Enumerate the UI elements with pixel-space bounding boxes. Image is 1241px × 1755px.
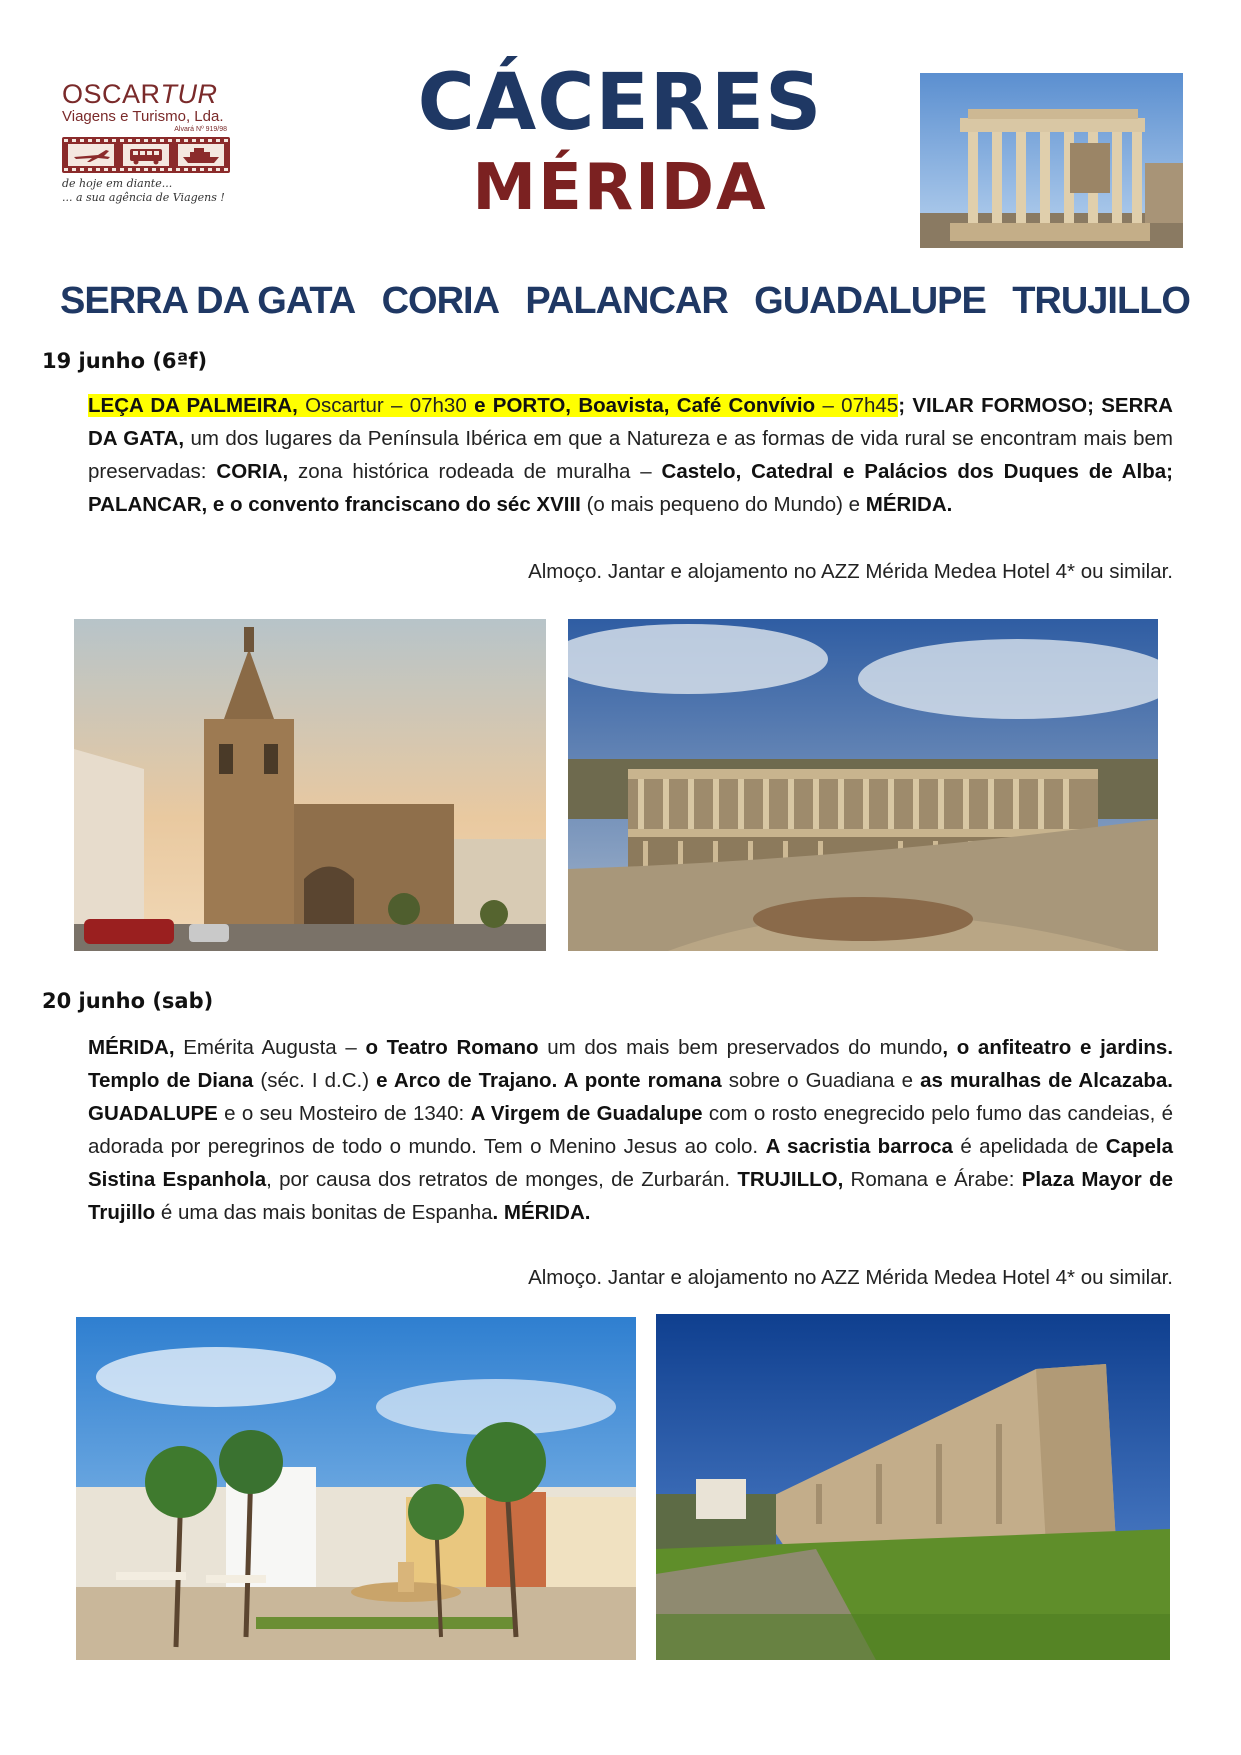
- text-segment: (séc. I d.C.): [253, 1069, 377, 1092]
- text-segment: , o anfiteatro e jardins. Templo de Diana: [88, 1036, 1174, 1092]
- text-segment: – 07h45: [815, 394, 899, 417]
- text-segment: TRUJILLO,: [737, 1168, 844, 1191]
- text-segment: MÉRIDA,: [88, 1036, 175, 1059]
- bus-icon: [123, 144, 169, 166]
- text-segment: MÉRIDA.: [865, 493, 953, 516]
- text-segment: o Teatro Romano: [365, 1036, 539, 1059]
- plaza-espana-merida-photo: [76, 1317, 636, 1660]
- text-segment: LEÇA DA PALMEIRA,: [88, 394, 298, 417]
- title-caceres: CÁCERES: [417, 58, 823, 148]
- text-segment: zona histórica rodeada de muralha –: [288, 460, 662, 483]
- text-segment: CORIA,: [216, 460, 289, 483]
- text-segment: Emérita Augusta –: [174, 1036, 366, 1059]
- text-segment: Oscartur – 07h30: [297, 394, 475, 417]
- plane-icon: [68, 144, 114, 166]
- text-segment: com o rosto enegrecido pelo fumo das candeias, é adorada por peregrinos de todo o mundo. Tem o Menino Jesus ao colo.: [88, 1102, 1173, 1158]
- text-segment: um dos lugares da Península Ibérica em que a Natureza e as formas de vida rural se encontram mais bem preservadas:: [88, 427, 1173, 483]
- logo-film-strip: [62, 137, 230, 173]
- day2-description: [88, 1031, 1173, 1229]
- logo-brand: OSCARTUR: [62, 79, 218, 109]
- places-list: [60, 280, 1190, 330]
- company-logo: [62, 80, 232, 230]
- logo-registration: Alvará Nº 919/98: [174, 126, 227, 133]
- ship-icon: [178, 144, 224, 166]
- text-segment: Plaza Mayor de Trujillo: [88, 1168, 1173, 1224]
- text-segment: Capela Sistina Espanhola: [88, 1135, 1173, 1191]
- text-segment: A Virgem de Guadalupe: [470, 1102, 703, 1125]
- text-segment: (o mais pequeno do Mundo) e: [580, 493, 866, 516]
- day2-meals: Almoço. Jantar e alojamento no AZZ Mérida Medea Hotel 4* ou similar.: [528, 1266, 1173, 1289]
- day2-heading: 20 junho (sab): [42, 989, 214, 1013]
- text-segment: sobre o Guadiana e: [721, 1069, 921, 1092]
- coria-cathedral-photo: [74, 619, 546, 951]
- text-segment: A sacristia barroca: [765, 1135, 953, 1158]
- place-item: GUADALUPE: [754, 280, 986, 322]
- place-item: SERRA DA GATA: [60, 280, 356, 322]
- logo-tagline: de hoje em diante... ... a sua agência de Viagens !: [62, 177, 225, 204]
- text-segment: e Arco de Trajano. A ponte romana: [376, 1069, 722, 1092]
- text-segment: ; VILAR FORMOSO; SERRA DA GATA,: [88, 394, 1173, 450]
- place-item: CORIA: [381, 280, 500, 322]
- day1-description: [88, 389, 1173, 521]
- text-segment: . MÉRIDA.: [492, 1201, 591, 1224]
- day1-heading: 19 junho (6ªf): [42, 349, 208, 373]
- text-segment: é apelidada de: [952, 1135, 1106, 1158]
- text-segment: um dos mais bem preservados do mundo: [538, 1036, 943, 1059]
- text-segment: , por causa dos retratos de monges, de Zurbarán.: [266, 1168, 738, 1191]
- text-segment: e o seu Mosteiro de 1340:: [217, 1102, 471, 1125]
- alcazaba-wall-photo: [656, 1314, 1170, 1660]
- place-item: TRUJILLO: [1012, 280, 1190, 322]
- logo-subtitle: Viagens e Turismo, Lda.: [62, 108, 224, 125]
- title-merida: MÉRIDA: [472, 151, 768, 225]
- text-segment: Romana e Árabe:: [843, 1168, 1022, 1191]
- place-item: PALANCAR: [525, 280, 728, 322]
- text-segment: Castelo, Catedral e Palácios dos Duques de Alba; PALANCAR, e o convento franciscano do séc XVIII: [88, 460, 1174, 516]
- text-segment: é uma das mais bonitas de Espanha: [155, 1201, 493, 1224]
- text-segment: as muralhas de Alcazaba. GUADALUPE: [88, 1069, 1173, 1125]
- temple-of-diana-photo: [920, 73, 1183, 248]
- text-segment: e PORTO, Boavista, Café Convívio: [474, 394, 816, 417]
- roman-theatre-photo: [568, 619, 1158, 951]
- day1-meals: Almoço. Jantar e alojamento no AZZ Mérida Medea Hotel 4* ou similar.: [528, 560, 1173, 583]
